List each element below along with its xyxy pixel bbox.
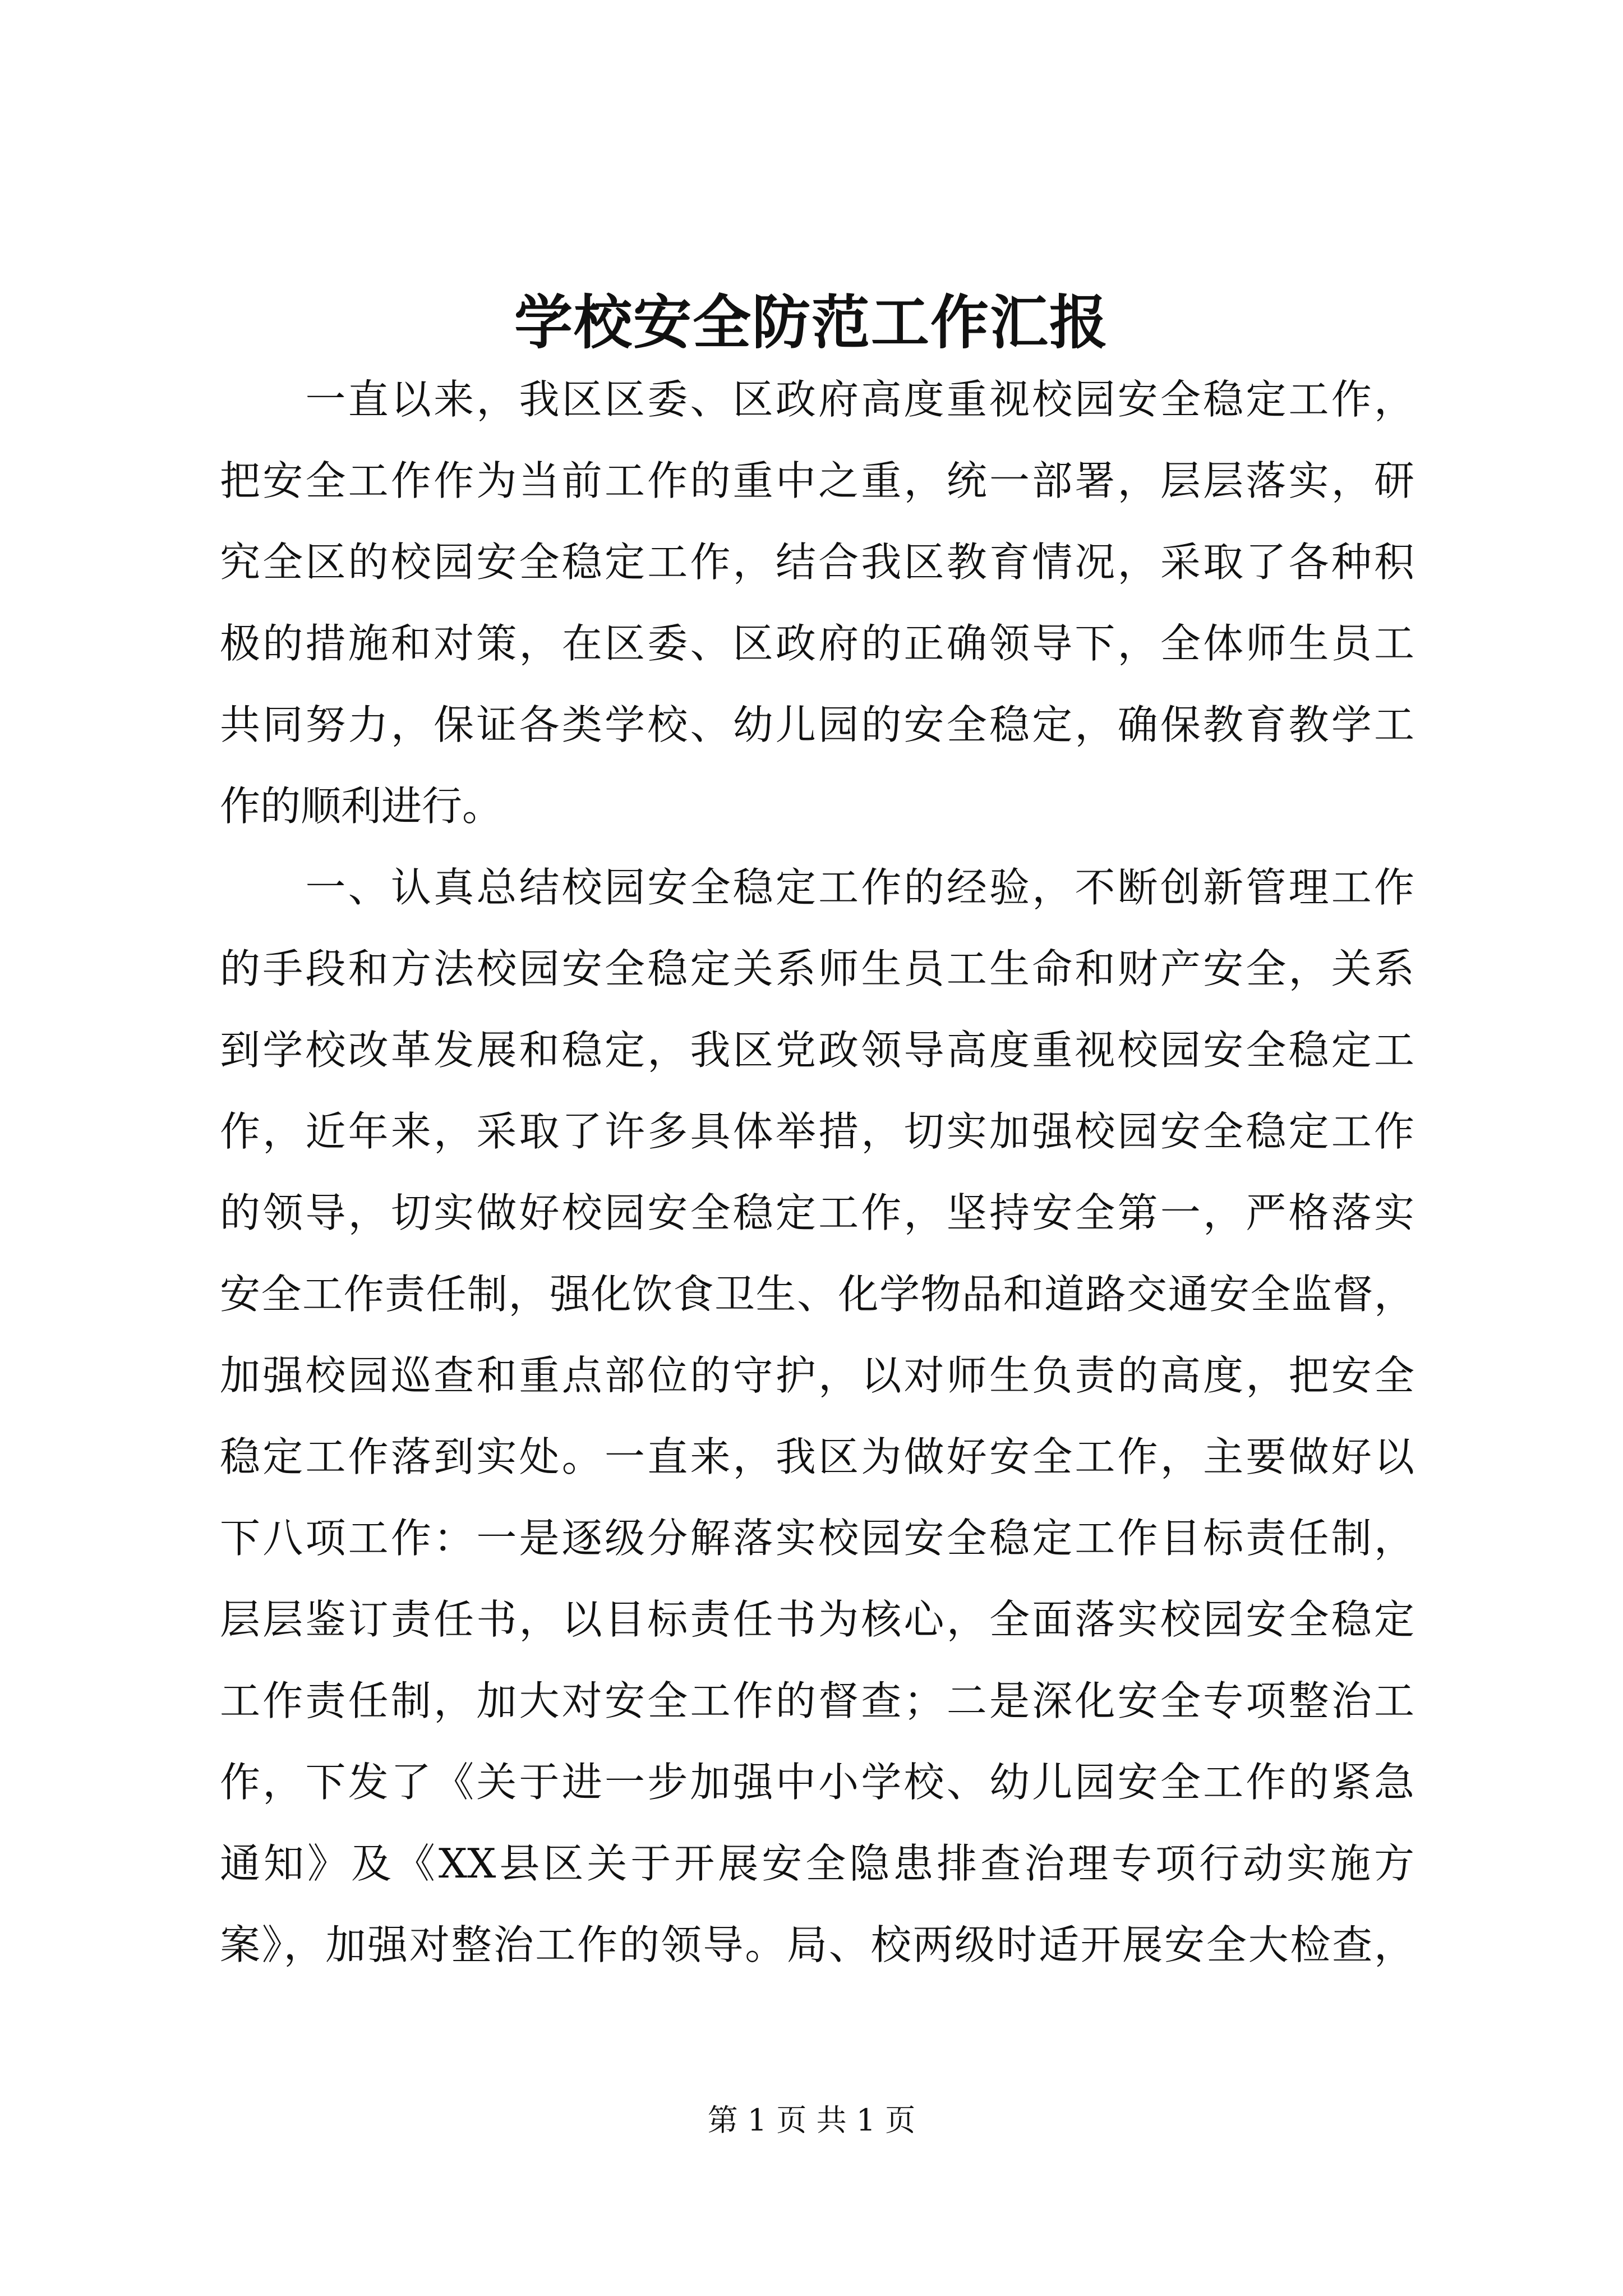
document-body <box>220 359 1414 1986</box>
body-line: 究全区的校园安全稳定工作，结合我区教育情况，采取了各种积 <box>220 539 1414 586</box>
body-line: 的手段和方法校园安全稳定关系师生员工生命和财产安全，关系 <box>220 945 1414 992</box>
body-line: 的领导，切实做好校园安全稳定工作，坚持安全第一，严格落实 <box>220 1189 1414 1236</box>
body-line: 工作责任制，加大对安全工作的督查；二是深化安全专项整治工 <box>220 1677 1414 1724</box>
body-line: 稳定工作落到实处。一直来，我区为做好安全工作，主要做好以 <box>220 1433 1414 1480</box>
body-line: 通知》及《XX县区关于开展安全隐患排查治理专项行动实施方 <box>220 1840 1414 1887</box>
body-line: 层层鉴订责任书，以目标责任书为核心，全面落实校园安全稳定 <box>220 1596 1414 1643</box>
body-line: 下八项工作：一是逐级分解落实校园安全稳定工作目标责任制， <box>220 1515 1414 1562</box>
body-line: 极的措施和对策，在区委、区政府的正确领导下，全体师生员工 <box>220 620 1414 667</box>
body-line: 作，近年来，采取了许多具体举措，切实加强校园安全稳定工作 <box>220 1108 1414 1155</box>
body-line: 案》，加强对整治工作的领导。局、校两级时适开展安全大检查， <box>220 1921 1414 1968</box>
body-line: 加强校园巡查和重点部位的守护，以对师生负责的高度，把安全 <box>220 1352 1414 1399</box>
body-line: 到学校改革发展和稳定，我区党政领导高度重视校园安全稳定工 <box>220 1027 1414 1074</box>
body-line: 作，下发了《关于进一步加强中小学校、幼儿园安全工作的紧急 <box>220 1759 1414 1806</box>
body-line: 一直以来，我区区委、区政府高度重视校园安全稳定工作， <box>220 376 1414 423</box>
page-footer: 第 1 页 共 1 页 <box>707 2102 916 2138</box>
body-line: 把安全工作作为当前工作的重中之重，统一部署，层层落实，研 <box>220 457 1414 504</box>
document-title: 学校安全防范工作汇报 <box>514 288 1109 357</box>
body-line: 共同努力，保证各类学校、幼儿园的安全稳定，确保教育教学工 <box>220 701 1414 748</box>
body-line: 安全工作责任制，强化饮食卫生、化学物品和道路交通安全监督， <box>220 1271 1414 1318</box>
body-line: 一、认真总结校园安全稳定工作的经验，不断创新管理工作 <box>220 864 1414 911</box>
body-line: 作的顺利进行。 <box>220 783 503 830</box>
